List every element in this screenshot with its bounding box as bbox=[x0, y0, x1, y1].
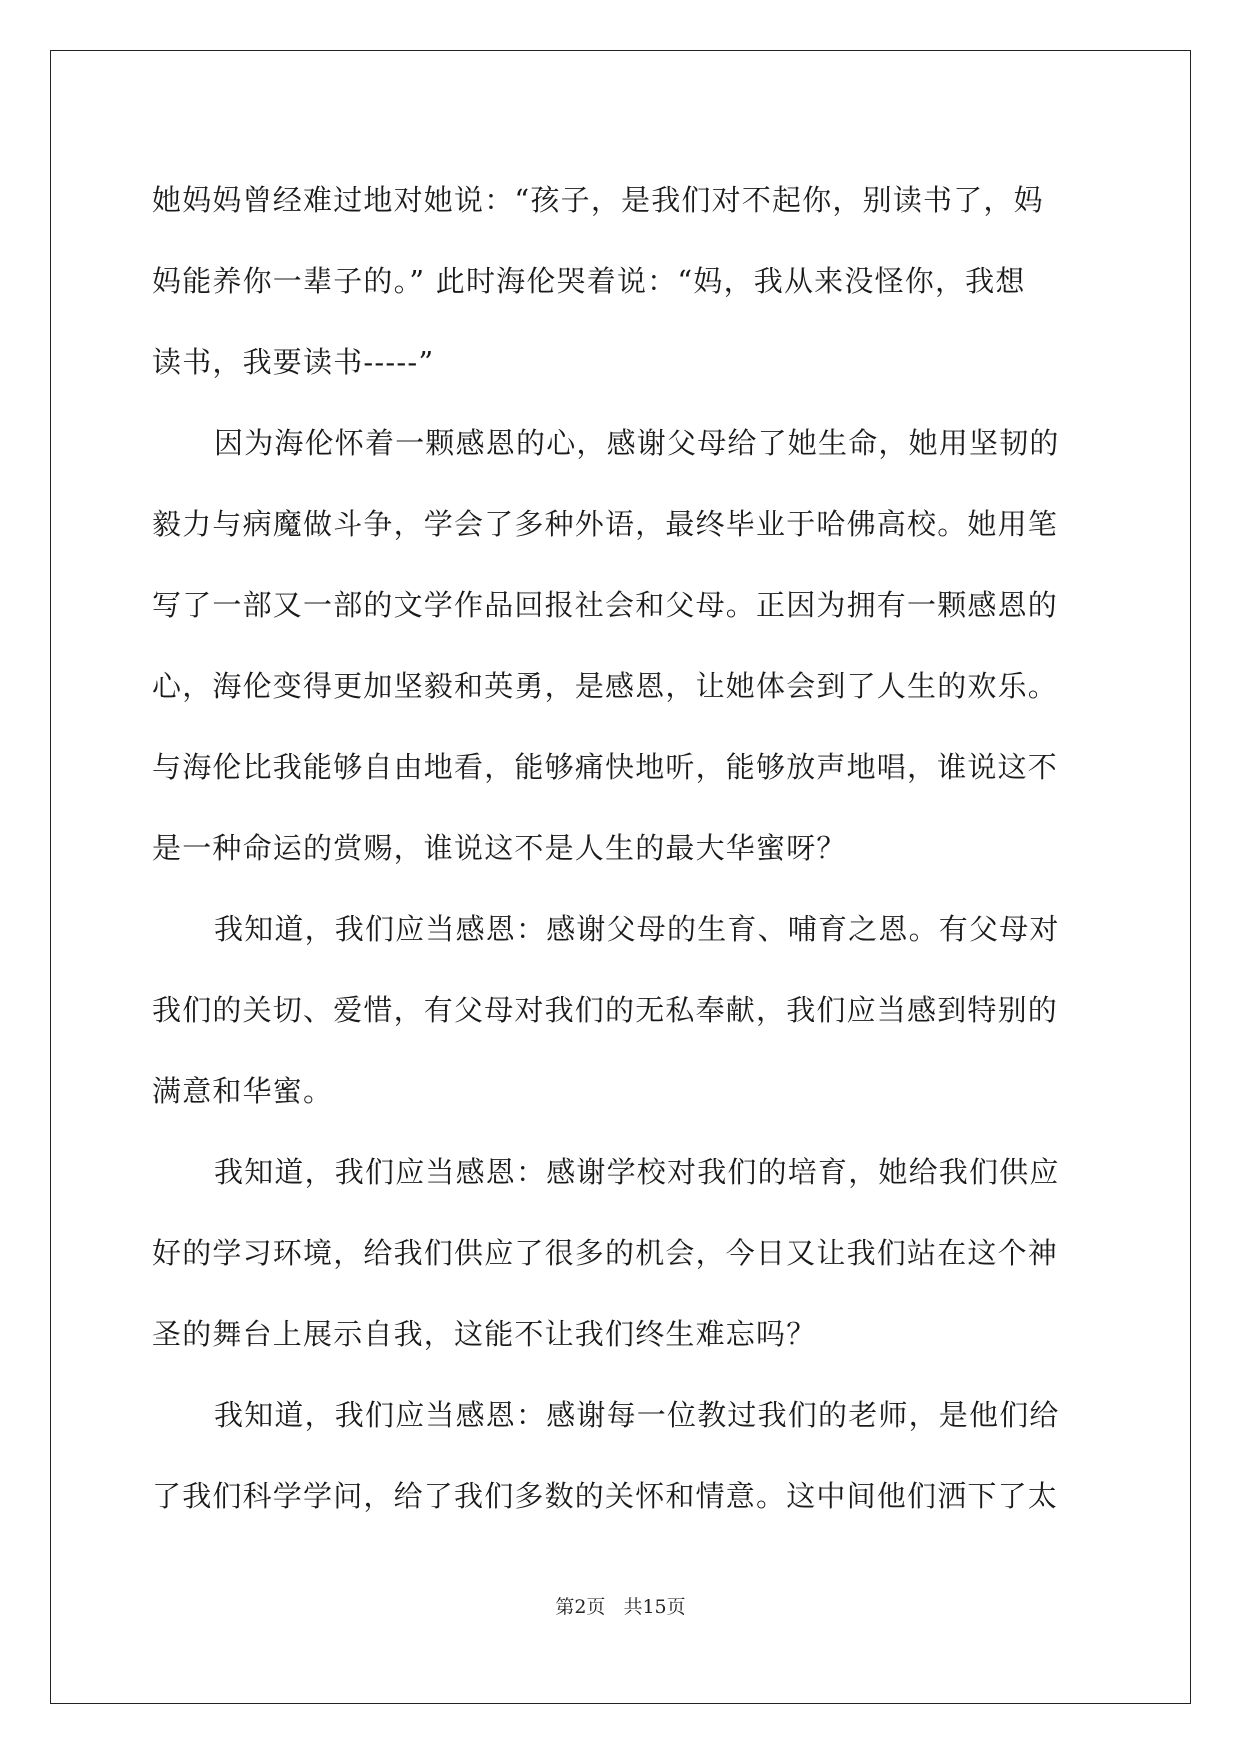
text-line: 满意和华蜜。 bbox=[152, 1074, 334, 1108]
text-line: 读书，我要读书-----” bbox=[152, 345, 435, 379]
text-line: 妈能养你一辈子的。” 此时海伦哭着说：“妈，我从来没怪你，我想 bbox=[152, 264, 1026, 298]
document-body bbox=[152, 160, 1092, 1537]
text-line: 毅力与病魔做斗争，学会了多种外语，最终毕业于哈佛高校。她用笔 bbox=[152, 507, 1059, 541]
page-number: 第2页 bbox=[555, 1596, 606, 1618]
text-line: 是一种命运的赏赐，谁说这不是人生的最大华蜜呀？ bbox=[152, 831, 847, 865]
text-line: 与海伦比我能够自由地看，能够痛快地听，能够放声地唱，谁说这不 bbox=[152, 750, 1059, 784]
page-total: 共15页 bbox=[623, 1596, 686, 1618]
paragraph-first-line: 我知道，我们应当感恩：感谢每一位教过我们的老师，是他们给 bbox=[214, 1398, 1060, 1432]
text-line: 她妈妈曾经难过地对她说：“孩子，是我们对不起你，别读书了，妈 bbox=[152, 183, 1044, 217]
paragraph-first-line: 我知道，我们应当感恩：感谢学校对我们的培育，她给我们供应 bbox=[214, 1155, 1060, 1189]
text-line: 好的学习环境，给我们供应了很多的机会，今日又让我们站在这个神 bbox=[152, 1236, 1059, 1270]
paragraph-first-line: 因为海伦怀着一颗感恩的心，感谢父母给了她生命，她用坚韧的 bbox=[214, 426, 1060, 460]
text-line: 写了一部又一部的文学作品回报社会和父母。正因为拥有一颗感恩的 bbox=[152, 588, 1059, 622]
text-line: 了我们科学学问，给了我们多数的关怀和情意。这中间他们洒下了太 bbox=[152, 1479, 1059, 1513]
text-line: 我们的关切、爱惜，有父母对我们的无私奉献，我们应当感到特别的 bbox=[152, 993, 1059, 1027]
page-footer bbox=[0, 1592, 1241, 1619]
text-line: 圣的舞台上展示自我，这能不让我们终生难忘吗？ bbox=[152, 1317, 817, 1351]
text-line: 心，海伦变得更加坚毅和英勇，是感恩，让她体会到了人生的欢乐。 bbox=[152, 669, 1059, 703]
paragraph-first-line: 我知道，我们应当感恩：感谢父母的生育、哺育之恩。有父母对 bbox=[214, 912, 1060, 946]
